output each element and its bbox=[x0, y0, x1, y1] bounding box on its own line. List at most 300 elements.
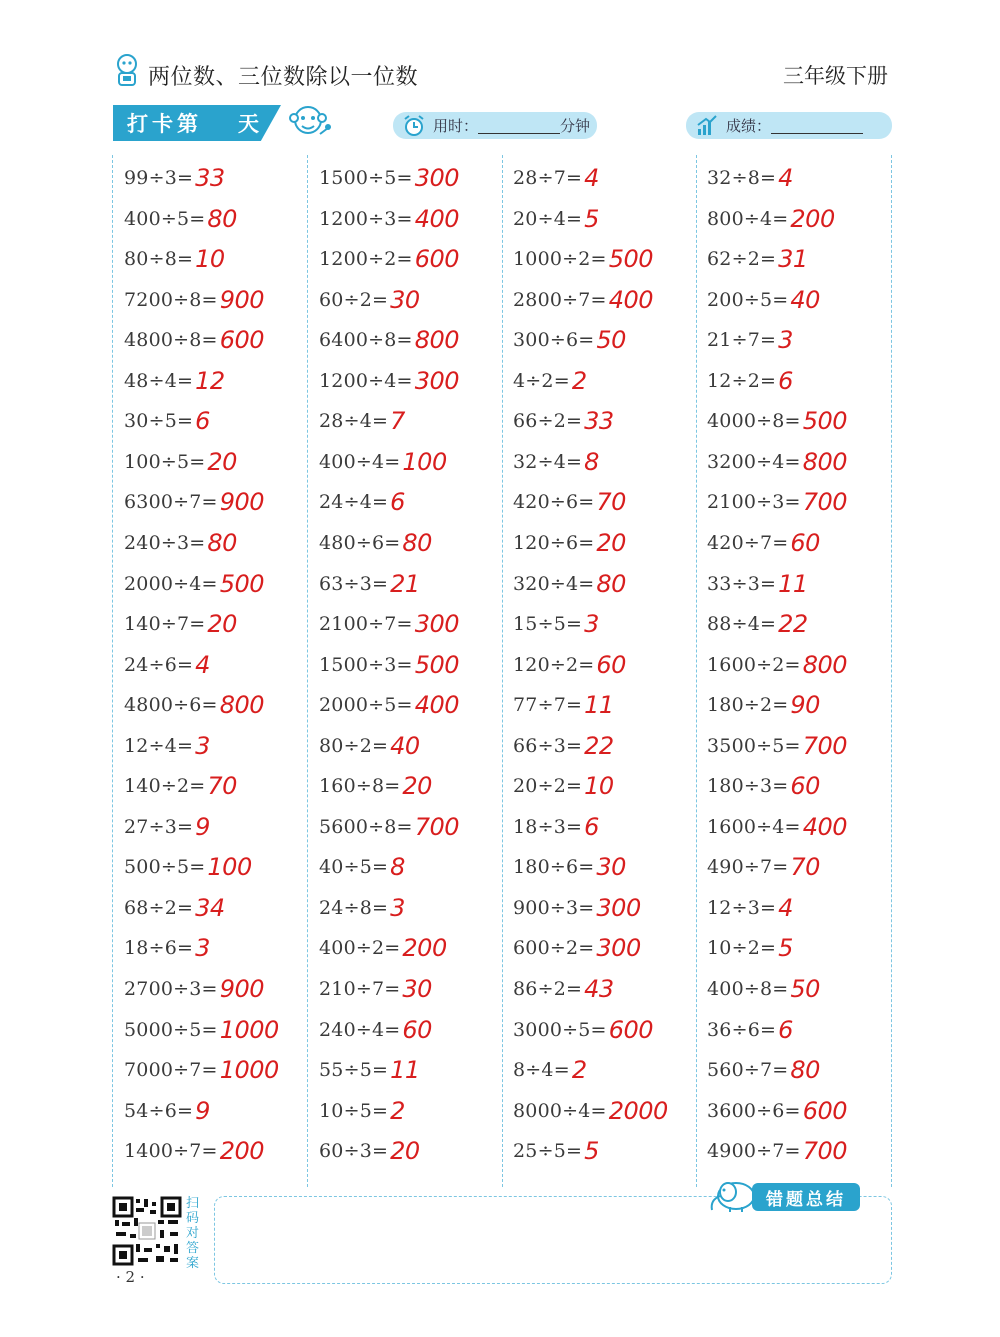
division-question: 2000÷5= bbox=[319, 694, 413, 717]
exercise-row bbox=[319, 442, 447, 482]
handwritten-answer[interactable]: 500 bbox=[414, 650, 459, 679]
exercise-row bbox=[124, 726, 210, 766]
division-question: 8000÷4= bbox=[513, 1099, 607, 1122]
exercise-row bbox=[319, 726, 420, 766]
handwritten-answer[interactable]: 30 bbox=[596, 853, 626, 882]
division-question: 140÷7= bbox=[124, 613, 206, 636]
division-question: 120÷2= bbox=[513, 653, 595, 676]
handwritten-answer[interactable]: 8 bbox=[584, 447, 599, 476]
exercise-row bbox=[707, 280, 820, 320]
handwritten-answer[interactable]: 800 bbox=[802, 447, 847, 476]
handwritten-answer[interactable]: 6 bbox=[195, 407, 210, 436]
division-question: 12÷3= bbox=[707, 896, 777, 919]
handwritten-answer[interactable]: 11 bbox=[778, 569, 808, 598]
handwritten-answer[interactable]: 2 bbox=[571, 1056, 587, 1085]
exercise-row bbox=[124, 1091, 210, 1131]
exercise-row bbox=[124, 685, 264, 725]
column-divider bbox=[502, 155, 503, 1187]
exercise-row bbox=[319, 1050, 420, 1090]
exercise-row bbox=[124, 1010, 279, 1050]
handwritten-answer[interactable]: 600 bbox=[219, 326, 264, 355]
handwritten-answer[interactable]: 80 bbox=[207, 204, 237, 233]
handwritten-answer[interactable]: 11 bbox=[390, 1056, 420, 1085]
scan-answers-label: 扫码对答案 bbox=[186, 1196, 200, 1271]
exercise-row bbox=[319, 928, 447, 968]
division-question: 100÷5= bbox=[124, 450, 206, 473]
division-question: 80÷2= bbox=[319, 734, 389, 757]
division-question: 420÷6= bbox=[513, 491, 595, 514]
division-question: 320÷4= bbox=[513, 572, 595, 595]
division-question: 55÷5= bbox=[319, 1059, 389, 1082]
handwritten-answer[interactable]: 21 bbox=[390, 569, 420, 598]
division-question: 1200÷4= bbox=[319, 369, 413, 392]
exercise-row bbox=[513, 280, 653, 320]
division-question: 60÷2= bbox=[319, 288, 389, 311]
exercise-row bbox=[124, 645, 210, 685]
division-question: 180÷2= bbox=[707, 694, 789, 717]
division-question: 66÷3= bbox=[513, 734, 583, 757]
division-question: 20÷2= bbox=[513, 775, 583, 798]
exercise-row bbox=[707, 239, 808, 279]
division-question: 500÷5= bbox=[124, 856, 206, 879]
division-question: 4900÷7= bbox=[707, 1140, 801, 1163]
division-question: 5000÷5= bbox=[124, 1018, 218, 1041]
division-question: 240÷4= bbox=[319, 1018, 401, 1041]
division-question: 400÷5= bbox=[124, 207, 206, 230]
division-question: 490÷7= bbox=[707, 856, 789, 879]
division-question: 1600÷2= bbox=[707, 653, 801, 676]
exercise-row bbox=[707, 807, 847, 847]
handwritten-answer[interactable]: 600 bbox=[802, 1096, 847, 1125]
exercise-row bbox=[513, 1091, 668, 1131]
exercise-row bbox=[513, 969, 614, 1009]
handwritten-answer[interactable]: 900 bbox=[219, 975, 264, 1003]
exercise-row bbox=[319, 564, 420, 604]
exercise-row bbox=[707, 928, 793, 968]
division-question: 3600÷6= bbox=[707, 1099, 801, 1122]
handwritten-answer[interactable]: 11 bbox=[584, 691, 614, 720]
handwritten-answer[interactable]: 3 bbox=[195, 934, 210, 963]
division-question: 200÷5= bbox=[707, 288, 789, 311]
division-question: 2100÷3= bbox=[707, 491, 801, 514]
division-question: 4000÷8= bbox=[707, 410, 801, 433]
exercise-row bbox=[319, 482, 405, 522]
division-question: 21÷7= bbox=[707, 329, 777, 352]
division-question: 54÷6= bbox=[124, 1099, 194, 1122]
handwritten-answer[interactable]: 200 bbox=[790, 204, 835, 233]
handwritten-answer[interactable]: 5 bbox=[778, 934, 793, 963]
exercise-row bbox=[124, 766, 237, 806]
handwritten-answer[interactable]: 80 bbox=[402, 528, 432, 557]
exercise-row bbox=[124, 482, 264, 522]
division-question: 7000÷7= bbox=[124, 1059, 218, 1082]
handwritten-answer[interactable]: 6 bbox=[584, 812, 599, 841]
chart-growth-icon bbox=[694, 113, 720, 139]
division-question: 2100÷7= bbox=[319, 613, 413, 636]
handwritten-answer[interactable]: 50 bbox=[596, 326, 626, 355]
handwritten-answer[interactable]: 12 bbox=[195, 366, 225, 395]
handwritten-answer[interactable]: 200 bbox=[219, 1137, 264, 1166]
exercise-row bbox=[124, 969, 264, 1009]
division-question: 86÷2= bbox=[513, 978, 583, 1000]
exercise-row bbox=[707, 1050, 820, 1090]
division-question: 60÷3= bbox=[319, 1140, 389, 1163]
exercise-row bbox=[707, 685, 820, 725]
exercise-row bbox=[124, 320, 264, 360]
division-question: 27÷3= bbox=[124, 815, 194, 838]
exercise-row bbox=[319, 1010, 432, 1050]
handwritten-answer[interactable]: 60 bbox=[402, 1015, 432, 1044]
handwritten-answer[interactable]: 80 bbox=[790, 1056, 820, 1085]
handwritten-answer[interactable]: 9 bbox=[195, 812, 210, 841]
exercise-row bbox=[124, 158, 225, 198]
exercise-row bbox=[707, 199, 835, 239]
exercise-row bbox=[707, 604, 808, 644]
handwritten-answer[interactable]: 8 bbox=[390, 853, 405, 882]
handwritten-answer[interactable]: 80 bbox=[596, 569, 626, 598]
division-question: 2800÷7= bbox=[513, 288, 607, 311]
division-question: 180÷6= bbox=[513, 856, 595, 879]
division-question: 77÷7= bbox=[513, 694, 583, 717]
exercise-row bbox=[319, 807, 459, 847]
division-question: 12÷4= bbox=[124, 734, 194, 757]
handwritten-answer[interactable]: 20 bbox=[596, 528, 626, 557]
division-question: 600÷2= bbox=[513, 937, 595, 960]
handwritten-answer[interactable]: 50 bbox=[790, 975, 820, 1003]
handwritten-answer[interactable]: 6 bbox=[390, 488, 405, 517]
handwritten-answer[interactable]: 3 bbox=[390, 893, 405, 922]
division-question: 36÷6= bbox=[707, 1018, 777, 1041]
handwritten-answer[interactable]: 5 bbox=[584, 204, 599, 233]
exercise-row bbox=[513, 239, 653, 279]
division-question: 25÷5= bbox=[513, 1140, 583, 1163]
division-question: 30÷5= bbox=[124, 410, 194, 433]
score-label: 成绩： bbox=[726, 117, 772, 135]
exercise-row bbox=[707, 401, 847, 441]
handwritten-answer[interactable]: 600 bbox=[414, 245, 459, 274]
monkey-mascot-icon bbox=[284, 98, 332, 146]
handwritten-answer[interactable]: 60 bbox=[790, 772, 820, 801]
exercise-row bbox=[707, 1131, 847, 1171]
division-question: 15÷5= bbox=[513, 613, 583, 636]
handwritten-answer[interactable]: 60 bbox=[790, 528, 820, 557]
exercise-row bbox=[513, 1050, 587, 1090]
division-question: 560÷7= bbox=[707, 1059, 789, 1082]
handwritten-answer[interactable]: 100 bbox=[207, 853, 252, 882]
handwritten-answer[interactable]: 70 bbox=[596, 488, 626, 517]
division-question: 420÷7= bbox=[707, 531, 789, 554]
exercise-row bbox=[707, 645, 847, 685]
exercise-row bbox=[513, 442, 599, 482]
division-question: 140÷2= bbox=[124, 775, 206, 798]
handwritten-answer[interactable]: 40 bbox=[790, 285, 820, 314]
handwritten-answer[interactable]: 300 bbox=[596, 934, 641, 963]
exercise-row bbox=[319, 1091, 405, 1131]
division-question: 1400÷7= bbox=[124, 1140, 218, 1163]
exercise-row bbox=[513, 158, 599, 198]
exercise-row bbox=[513, 401, 614, 441]
handwritten-answer[interactable]: 700 bbox=[802, 731, 847, 760]
handwritten-answer[interactable]: 22 bbox=[584, 731, 614, 760]
exercise-row bbox=[513, 320, 626, 360]
handwritten-answer[interactable]: 2 bbox=[571, 366, 587, 395]
handwritten-answer[interactable]: 60 bbox=[596, 650, 626, 679]
exercise-row bbox=[513, 482, 626, 522]
division-question: 18÷3= bbox=[513, 815, 583, 838]
division-question: 1500÷3= bbox=[319, 653, 413, 676]
exercise-row bbox=[124, 361, 225, 401]
exercise-row bbox=[707, 766, 820, 806]
handwritten-answer[interactable]: 500 bbox=[219, 569, 264, 598]
division-question: 10÷2= bbox=[707, 937, 777, 960]
exercise-row bbox=[513, 847, 626, 887]
division-question: 40÷5= bbox=[319, 856, 389, 879]
handwritten-answer[interactable]: 500 bbox=[608, 245, 653, 274]
exercise-row bbox=[513, 361, 587, 401]
exercise-row bbox=[124, 604, 237, 644]
division-question: 68÷2= bbox=[124, 896, 194, 919]
handwritten-answer[interactable]: 30 bbox=[390, 285, 420, 314]
handwritten-answer[interactable]: 700 bbox=[802, 488, 847, 517]
division-question: 32÷8= bbox=[707, 167, 777, 189]
handwritten-answer[interactable]: 20 bbox=[207, 610, 237, 639]
exercise-row bbox=[707, 888, 793, 928]
column-divider bbox=[307, 155, 308, 1187]
time-blank[interactable] bbox=[478, 118, 560, 134]
handwritten-answer[interactable]: 33 bbox=[584, 407, 614, 436]
division-question: 32÷4= bbox=[513, 450, 583, 473]
handwritten-answer[interactable]: 7 bbox=[390, 407, 405, 436]
handwritten-answer[interactable]: 6 bbox=[778, 1015, 793, 1044]
exercise-row bbox=[124, 1050, 279, 1090]
division-question: 4800÷8= bbox=[124, 329, 218, 352]
exercise-row bbox=[513, 199, 599, 239]
division-question: 400÷2= bbox=[319, 937, 401, 960]
exercise-row bbox=[319, 199, 459, 239]
handwritten-answer[interactable]: 700 bbox=[802, 1137, 847, 1166]
division-question: 33÷3= bbox=[707, 572, 777, 595]
division-question: 400÷4= bbox=[319, 450, 401, 473]
division-question: 3000÷5= bbox=[513, 1018, 607, 1041]
handwritten-answer[interactable]: 6 bbox=[778, 366, 793, 395]
exercise-row bbox=[124, 442, 237, 482]
handwritten-answer[interactable]: 40 bbox=[390, 731, 420, 760]
exercise-row bbox=[319, 969, 432, 1009]
handwritten-answer[interactable]: 20 bbox=[390, 1137, 420, 1166]
division-question: 800÷4= bbox=[707, 207, 789, 230]
handwritten-answer[interactable]: 22 bbox=[778, 610, 808, 639]
handwritten-answer[interactable]: 31 bbox=[778, 245, 808, 274]
exercise-row bbox=[124, 280, 264, 320]
division-question: 1200÷3= bbox=[319, 207, 413, 230]
handwritten-answer[interactable]: 700 bbox=[414, 812, 459, 841]
handwritten-answer[interactable]: 4 bbox=[778, 164, 793, 192]
exercise-row bbox=[513, 1131, 599, 1171]
exercise-row bbox=[319, 888, 405, 928]
handwritten-answer[interactable]: 9 bbox=[195, 1096, 210, 1125]
qr-code-icon[interactable] bbox=[112, 1196, 182, 1266]
handwritten-answer[interactable]: 900 bbox=[219, 488, 264, 517]
exercise-row bbox=[707, 564, 808, 604]
handwritten-answer[interactable]: 2000 bbox=[608, 1096, 668, 1125]
handwritten-answer[interactable]: 3 bbox=[584, 610, 599, 639]
page-title: 两位数、三位数除以一位数 bbox=[148, 65, 419, 90]
division-question: 24÷6= bbox=[124, 653, 194, 676]
page-number: · 2 · bbox=[116, 1268, 145, 1286]
exercise-row bbox=[707, 361, 793, 401]
division-question: 28÷7= bbox=[513, 167, 583, 189]
exercise-row bbox=[319, 766, 432, 806]
punch-card-label: 打卡第 bbox=[127, 112, 202, 136]
division-question: 2000÷4= bbox=[124, 572, 218, 595]
exercise-row bbox=[124, 1131, 264, 1171]
handwritten-answer[interactable]: 800 bbox=[414, 326, 459, 355]
handwritten-answer[interactable]: 30 bbox=[402, 975, 432, 1003]
division-question: 300÷6= bbox=[513, 329, 595, 352]
division-question: 1000÷2= bbox=[513, 248, 607, 271]
handwritten-answer[interactable]: 70 bbox=[207, 772, 237, 801]
exercise-row bbox=[319, 523, 432, 563]
handwritten-answer[interactable]: 800 bbox=[802, 650, 847, 679]
exercise-row bbox=[707, 523, 820, 563]
division-question: 6300÷7= bbox=[124, 491, 218, 514]
division-question: 210÷7= bbox=[319, 978, 401, 1000]
handwritten-answer[interactable]: 70 bbox=[790, 853, 820, 882]
handwritten-answer[interactable]: 4 bbox=[778, 893, 793, 922]
handwritten-answer[interactable]: 3 bbox=[778, 326, 793, 355]
division-question: 18÷6= bbox=[124, 937, 194, 960]
exercise-row bbox=[513, 523, 626, 563]
handwritten-answer[interactable]: 1000 bbox=[219, 1015, 279, 1044]
division-question: 240÷3= bbox=[124, 531, 206, 554]
exercise-row bbox=[124, 401, 210, 441]
exercise-row bbox=[124, 928, 210, 968]
division-question: 6400÷8= bbox=[319, 329, 413, 352]
grade-label: 三年级下册 bbox=[783, 64, 888, 88]
exercise-row bbox=[513, 1010, 653, 1050]
division-question: 62÷2= bbox=[707, 248, 777, 271]
handwritten-answer[interactable]: 500 bbox=[802, 407, 847, 436]
exercise-row bbox=[319, 361, 459, 401]
handwritten-answer[interactable]: 1000 bbox=[219, 1056, 279, 1085]
handwritten-answer[interactable]: 400 bbox=[414, 204, 459, 233]
exercise-row bbox=[707, 1010, 793, 1050]
time-field bbox=[393, 112, 597, 139]
exercise-row bbox=[124, 807, 210, 847]
handwritten-answer[interactable]: 4 bbox=[584, 164, 599, 192]
handwritten-answer[interactable]: 10 bbox=[195, 245, 225, 274]
division-question: 20÷4= bbox=[513, 207, 583, 230]
division-question: 5600÷8= bbox=[319, 815, 413, 838]
time-unit: 分钟 bbox=[560, 117, 591, 135]
exercise-row bbox=[707, 969, 820, 1009]
handwritten-answer[interactable]: 300 bbox=[596, 893, 641, 922]
score-field bbox=[686, 112, 892, 139]
exercise-row bbox=[707, 320, 793, 360]
handwritten-answer[interactable]: 300 bbox=[414, 366, 459, 395]
handwritten-answer[interactable]: 200 bbox=[402, 934, 447, 963]
column-divider bbox=[696, 155, 697, 1187]
division-question: 3200÷4= bbox=[707, 450, 801, 473]
exercise-row bbox=[513, 564, 626, 604]
handwritten-answer[interactable]: 4 bbox=[195, 650, 210, 679]
handwritten-answer[interactable]: 400 bbox=[802, 812, 847, 841]
exercise-row bbox=[319, 239, 459, 279]
division-question: 48÷4= bbox=[124, 369, 194, 392]
handwritten-answer[interactable]: 300 bbox=[414, 164, 459, 192]
exercise-row bbox=[124, 239, 225, 279]
handwritten-answer[interactable]: 80 bbox=[207, 528, 237, 557]
exercise-row bbox=[707, 482, 847, 522]
handwritten-answer[interactable]: 400 bbox=[608, 285, 653, 314]
division-question: 4800÷6= bbox=[124, 694, 218, 717]
handwritten-answer[interactable]: 3 bbox=[195, 731, 210, 760]
handwritten-answer[interactable]: 43 bbox=[584, 975, 614, 1003]
exercise-row bbox=[707, 726, 847, 766]
division-question: 900÷3= bbox=[513, 896, 595, 919]
punch-card-day: 天 bbox=[238, 112, 259, 136]
exercise-row bbox=[319, 1131, 420, 1171]
division-question: 480÷6= bbox=[319, 531, 401, 554]
division-question: 120÷6= bbox=[513, 531, 595, 554]
time-label: 用时： bbox=[433, 117, 479, 135]
alarm-clock-icon bbox=[401, 113, 427, 139]
exercise-row bbox=[319, 158, 459, 198]
handwritten-answer[interactable]: 900 bbox=[219, 285, 264, 314]
exercise-row bbox=[319, 645, 459, 685]
division-question: 80÷8= bbox=[124, 248, 194, 271]
exercise-row bbox=[513, 928, 641, 968]
division-question: 24÷4= bbox=[319, 491, 389, 514]
exercise-row bbox=[513, 888, 641, 928]
handwritten-answer[interactable]: 5 bbox=[584, 1137, 599, 1166]
division-question: 400÷8= bbox=[707, 978, 789, 1000]
exercise-row bbox=[513, 685, 614, 725]
mascot-logo-icon bbox=[110, 52, 144, 88]
exercise-row bbox=[124, 564, 264, 604]
handwritten-answer[interactable]: 100 bbox=[402, 447, 447, 476]
exercise-row bbox=[319, 847, 405, 887]
handwritten-answer[interactable]: 2 bbox=[390, 1096, 405, 1125]
handwritten-answer[interactable]: 300 bbox=[414, 610, 459, 639]
exercise-row bbox=[319, 280, 420, 320]
exercise-row bbox=[124, 888, 225, 928]
handwritten-answer[interactable]: 90 bbox=[790, 691, 820, 720]
exercise-row bbox=[707, 442, 847, 482]
handwritten-answer[interactable]: 600 bbox=[608, 1015, 653, 1044]
exercise-row bbox=[707, 847, 820, 887]
score-blank[interactable] bbox=[771, 118, 863, 134]
division-question: 28÷4= bbox=[319, 410, 389, 433]
handwritten-answer[interactable]: 20 bbox=[402, 772, 432, 801]
handwritten-answer[interactable]: 10 bbox=[584, 772, 614, 801]
handwritten-answer[interactable]: 34 bbox=[195, 893, 225, 922]
exercise-row bbox=[513, 766, 614, 806]
exercise-row bbox=[513, 604, 599, 644]
handwritten-answer[interactable]: 20 bbox=[207, 447, 237, 476]
division-question: 1200÷2= bbox=[319, 248, 413, 271]
division-question: 66÷2= bbox=[513, 410, 583, 433]
elephant-icon bbox=[706, 1176, 758, 1214]
handwritten-answer[interactable]: 33 bbox=[195, 164, 225, 192]
division-question: 2700÷3= bbox=[124, 978, 218, 1000]
exercise-row bbox=[319, 401, 405, 441]
division-question: 24÷8= bbox=[319, 896, 389, 919]
division-question: 8÷4= bbox=[513, 1059, 570, 1082]
handwritten-answer[interactable]: 800 bbox=[219, 691, 264, 720]
handwritten-answer[interactable]: 400 bbox=[414, 691, 459, 720]
exercise-row bbox=[513, 645, 626, 685]
